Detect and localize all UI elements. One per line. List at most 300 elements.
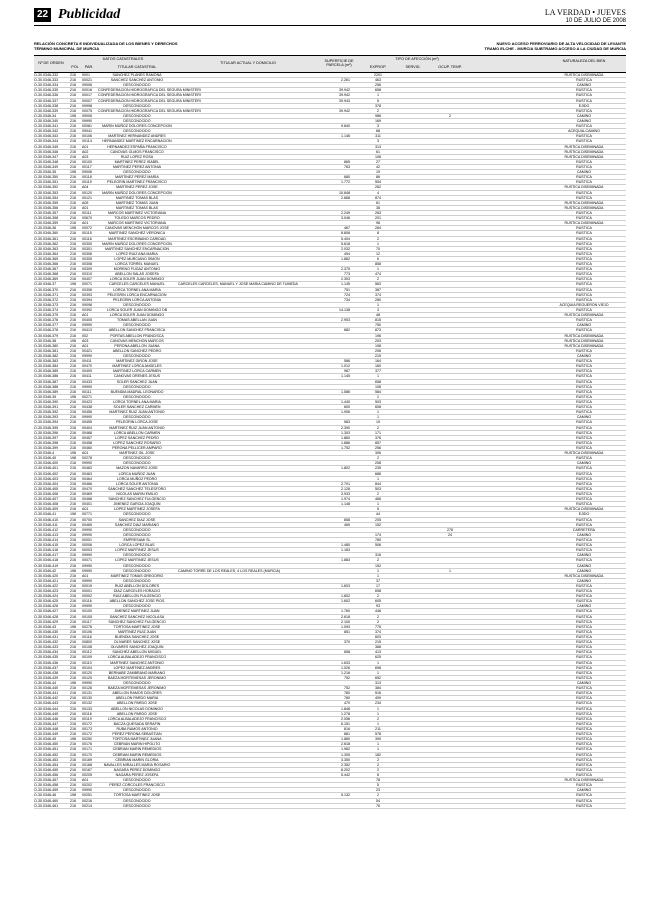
expropriation-cell: 61 — [376, 200, 380, 205]
expropriation-cell: 4 — [377, 190, 379, 195]
expropriation-cell: 2 — [377, 716, 379, 721]
cadastral-owner-cell: LOPEZ MARTINEZ JESUS — [115, 558, 159, 563]
expropriation-cell: 815 — [375, 318, 381, 323]
parcel-cell: 09990 — [82, 527, 92, 532]
parcel-cell: A01 — [82, 343, 89, 348]
cadastral-owner-cell: MARTINEZ RUIZ JUAN — [117, 629, 157, 634]
parcel-cell: 09990 — [82, 118, 92, 123]
expropriation-cell: 1 — [377, 394, 379, 399]
parcel-area-cell: 1.303 — [341, 430, 350, 435]
current-owner-cell: CAMINO TORRE DE LOS REALES, 4 LOS REALES (MURCIA) — [178, 568, 281, 573]
land-nature-cell: RUSTICA — [576, 701, 592, 706]
polygon-cell: 216 — [70, 589, 76, 594]
cadastral-owner-cell: TORTOSA MARTINEZ JOSE — [113, 624, 161, 629]
parcel-cell: 00800 — [82, 640, 92, 645]
expropriation-cell: 844 — [375, 481, 381, 486]
parcel-area-cell: 3.046 — [341, 216, 350, 221]
expropriation-cell: 2 — [377, 793, 379, 798]
temporary-occupation-cell: 278 — [447, 527, 453, 532]
cadastral-owner-cell: RUIZ ABELLON FULGENCIO — [113, 594, 161, 599]
parcel-cell: 09041 — [82, 129, 92, 134]
land-nature-cell: RUSTICA DISEMINADA — [564, 507, 604, 512]
parcel-cell: 00104 — [82, 665, 92, 670]
expropriation-cell: 152 — [375, 522, 381, 527]
expropriation-cell: 234 — [375, 701, 381, 706]
expropriation-cell: 37 — [376, 578, 380, 583]
polygon-cell: 216 — [70, 783, 76, 788]
parcel-area-cell: 665 — [344, 159, 350, 164]
land-nature-cell: RUSTICA — [576, 691, 592, 696]
land-nature-cell: CAMINO — [576, 461, 592, 466]
land-nature-cell: RUSTICA — [576, 737, 592, 742]
polygon-cell: 216 — [70, 583, 76, 588]
cadastral-owner-cell: NAGARA PEREZ JOSEFA — [115, 772, 159, 777]
parcel-number-cell: O-30.0346-400 — [34, 461, 59, 466]
parcel-number-cell: O-30.0346-374 — [34, 308, 59, 313]
polygon-cell: 216 — [70, 348, 76, 353]
expropriation-cell: 23 — [376, 788, 380, 793]
polygon-cell: 216 — [70, 778, 76, 783]
land-nature-cell: RUSTICA — [576, 231, 592, 236]
polygon-cell: 216 — [70, 88, 76, 93]
polygon-cell: 216 — [70, 486, 76, 491]
parcel-cell: A01 — [82, 507, 89, 512]
expropriation-cell: 1 — [377, 302, 379, 307]
parcel-area-cell: 370 — [344, 640, 350, 645]
parcel-cell: 00421 — [82, 348, 92, 353]
cadastral-owner-cell: HERNANDEZ MARTINEZ ENCARNACION — [102, 139, 172, 144]
land-nature-cell: RUSTICA — [576, 405, 592, 410]
polygon-cell: 216 — [70, 190, 76, 195]
expropriation-cell: 313 — [375, 681, 381, 686]
polygon-cell: 216 — [70, 491, 76, 496]
expropriation-cell: 608 — [375, 405, 381, 410]
polygon-cell: 216 — [70, 267, 76, 272]
polygon-cell: 216 — [70, 93, 76, 98]
expropriation-cell: 857 — [375, 440, 381, 445]
temporary-occupation-cell: 24 — [448, 532, 452, 537]
polygon-cell: 216 — [70, 78, 76, 83]
cadastral-owner-cell: MARTINEZ LORCA CARMEN — [112, 369, 162, 374]
parcel-number-cell: O-30.0346-456 — [34, 772, 59, 777]
parcel-area-cell: 724 — [344, 292, 350, 297]
cadastral-owner-cell: LORCA SOLER JUAN DOMINGO DB — [106, 308, 168, 313]
parcel-cell: 00173 — [82, 727, 92, 731]
parcel-area-cell: 1.480 — [341, 543, 350, 548]
land-nature-cell: RUSTICA — [576, 711, 592, 716]
parcel-number-cell: O-30.0346-385 — [34, 369, 59, 374]
polygon-cell: 216 — [70, 323, 76, 328]
parcel-number-cell: O-30.0346-389 — [34, 389, 59, 394]
land-nature-cell: RUSTICA — [576, 318, 592, 323]
parcel-cell: 00172 — [82, 721, 92, 726]
header-datos: DATOS CATASTRALES — [102, 57, 144, 61]
parcel-number-cell: O-30.0346-449 — [34, 732, 59, 737]
expropriation-cell: 235 — [375, 466, 381, 471]
parcel-cell: 00072 — [82, 226, 92, 231]
cadastral-owner-cell: CONFEDERACION HIDROGRAFICA DEL SEGURA MINISTERI — [98, 93, 201, 98]
expropriation-cell: 503 — [375, 486, 381, 491]
polygon-cell: 216 — [70, 185, 76, 190]
expropriation-cell: 1 — [377, 721, 379, 726]
polygon-cell: 216 — [70, 747, 76, 752]
parcel-cell: 00250 — [82, 737, 92, 742]
polygon-cell: 216 — [70, 517, 76, 522]
land-nature-cell: RUSTICA — [576, 742, 592, 747]
cadastral-owner-cell: ABELLON SANCHEZ JOSE PIOS — [109, 599, 165, 604]
cadastral-owner-cell: RUBA RAMOS ANTONIO — [116, 727, 158, 731]
cadastral-owner-cell: SANCHEZ SANCHEZ FULGENCIO — [108, 497, 166, 502]
parcel-area-cell: 763 — [344, 164, 350, 169]
polygon-cell: 216 — [70, 124, 76, 129]
parcel-number-cell: O-30.0346-447 — [34, 721, 59, 726]
polygon-cell: 216 — [70, 788, 76, 793]
cadastral-owner-cell: OLIVARES SANCHEZ JOSE — [113, 640, 161, 645]
land-nature-cell: RUSTICA DISEMINADA — [564, 343, 604, 348]
land-nature-cell: RUSTICA — [576, 619, 592, 624]
parcel-area-cell: 10.848 — [339, 190, 350, 195]
parcel-number-cell: O-30.0346-407 — [34, 497, 59, 502]
polygon-cell: 216 — [70, 400, 76, 404]
expropriation-cell: 256 — [375, 83, 381, 88]
cadastral-owner-cell: CANOVAS MENCHON MARCOS — [110, 338, 164, 343]
parcel-area-cell: 6.151 — [341, 721, 350, 726]
cadastral-owner-cell: SANCHEZ SANCHEZ FULGENCIO — [108, 619, 166, 624]
cadastral-owner-cell: LOPEZ MURCIANO SIMON — [114, 256, 160, 261]
expropriation-cell: 3 — [377, 308, 379, 313]
parcel-number-cell: O-30.0346-444 — [34, 706, 59, 711]
polygon-cell: 216 — [70, 767, 76, 772]
expropriation-cell: 986 — [375, 113, 381, 118]
parcel-cell: 00438 — [82, 405, 92, 410]
parcel-area-cell: 467 — [344, 226, 350, 231]
cadastral-owner-cell: MARTINEZ PEREZ ISABEL — [114, 159, 160, 164]
land-nature-cell: RUSTICA — [576, 159, 592, 164]
parcel-cell: 00401 — [82, 502, 92, 507]
cadastral-owner-cell: DESCONOCIDO — [123, 788, 151, 793]
land-nature-cell: RUSTICA — [576, 624, 592, 629]
parcel-number-cell: O-30.0346-415 — [34, 543, 59, 548]
polygon-cell: 216 — [70, 563, 76, 568]
cadastral-owner-cell: JIMENEZ MARTINEZ JUAN — [114, 609, 160, 614]
parcel-cell: A01 — [82, 221, 89, 226]
land-nature-cell: RUSTICA — [576, 435, 592, 440]
parcel-area-cell: 2.303 — [341, 277, 350, 282]
land-nature-cell: RUSTICA — [576, 445, 592, 450]
parcel-cell: 00001 — [82, 589, 92, 594]
parcel-number-cell: O-30.0346-437 — [34, 665, 59, 670]
polygon-cell: 216 — [70, 154, 76, 159]
cadastral-owner-cell: SANCHEZ SANCHEZ NICOLASA — [109, 614, 165, 619]
parcel-number-cell: O-30.0346-403 — [34, 476, 59, 481]
parcel-cell: 00170 — [82, 752, 92, 757]
expropriation-cell: 368 — [375, 645, 381, 650]
cadastral-owner-cell: MARTINEZ ESCRIBANO CARIDAD — [108, 236, 166, 241]
cadastral-owner-cell: PEREZ CORCOLES FRANCISCO — [109, 783, 165, 788]
parcel-number-cell: O-30.0346-405 — [34, 486, 59, 491]
land-nature-cell: EJIDO — [578, 512, 590, 517]
polygon-cell: 216 — [70, 803, 76, 808]
parcel-area-cell: 5.442 — [341, 772, 350, 777]
cadastral-owner-cell: CARCELES CARCELES MANUEL — [109, 282, 165, 287]
parcel-number-cell: O-30.0346-37 — [34, 282, 57, 287]
parcel-number-cell: O-30.0346-46 — [34, 793, 57, 798]
land-nature-cell: RUSTICA — [576, 537, 592, 542]
parcel-cell: 00413 — [82, 328, 92, 333]
cadastral-owner-cell: SANCHEZ SANCHEZ TELESFORO — [107, 486, 167, 491]
parcel-cell: 00017 — [82, 93, 92, 98]
polygon-cell: 216 — [70, 476, 76, 481]
parcel-area-cell: 752 — [344, 675, 350, 680]
notice-heading-left — [34, 41, 178, 51]
parcel-number-cell: O-30.0346-357 — [34, 210, 59, 215]
land-nature-cell: RUSTICA — [576, 486, 592, 491]
parcel-cell: 00007 — [82, 98, 92, 103]
expropriation-cell: 686 — [375, 471, 381, 476]
cadastral-owner-cell: OLIVARES SANCHEZ JOAQUIN — [110, 645, 164, 650]
expropriation-cell: 2 — [377, 558, 379, 563]
parcel-area-cell: 1.752 — [341, 445, 350, 450]
polygon-cell: 216 — [70, 200, 76, 205]
parcel-cell: 00463 — [82, 466, 92, 471]
land-nature-cell: CAMINO — [576, 83, 592, 88]
parcel-cell: 00202 — [82, 783, 92, 788]
polygon-cell: 198 — [70, 681, 76, 686]
parcel-cell: 00771 — [82, 512, 92, 517]
parcel-cell: 00075 — [82, 108, 92, 113]
parcel-number-cell: O-30.0346-457 — [34, 778, 59, 783]
land-nature-cell: RUSTICA — [576, 440, 592, 445]
cadastral-owner-cell: DESCONOCIDO — [123, 456, 151, 461]
cadastral-owner-cell: MARTINEZ RUIZ JUAN ANTONIO — [109, 410, 165, 415]
land-nature-cell: RUSTICA — [576, 374, 592, 379]
parcel-number-cell: O-30.0346-43 — [34, 624, 57, 629]
header-servid: SERVID. — [405, 65, 421, 69]
expropriation-cell: 780 — [375, 537, 381, 542]
parcel-area-cell: 2.100 — [341, 619, 350, 624]
polygon-cell: 216 — [70, 742, 76, 747]
polygon-cell: 216 — [70, 686, 76, 691]
cadastral-owner-cell: DESCONOCIDO — [123, 527, 151, 532]
parcel-cell: 00110 — [82, 660, 92, 665]
parcel-area-cell: 816 — [344, 727, 350, 731]
land-nature-cell: RUSTICA — [576, 410, 592, 415]
temporary-occupation-cell: 1 — [449, 568, 451, 573]
polygon-cell: 216 — [70, 635, 76, 640]
parcel-area-cell: 2.701 — [341, 481, 350, 486]
expropriation-cell: 503 — [375, 400, 381, 404]
polygon-cell: 216 — [70, 292, 76, 297]
parcel-number-cell: O-30.0346-423 — [34, 589, 59, 594]
cadastral-owner-cell: PERONA PELLICER AMPARO — [112, 445, 162, 450]
polygon-cell: 216 — [70, 103, 76, 108]
land-nature-cell: RUSTICA — [576, 793, 592, 798]
parcel-cell: 00118 — [82, 175, 92, 180]
cadastral-owner-cell: MARTINEZ TOMAS GREGORIO — [110, 573, 164, 578]
polygon-cell: 216 — [70, 609, 76, 614]
polygon-cell: 216 — [70, 389, 76, 394]
parcel-area-cell: 1.633 — [341, 660, 350, 665]
expropriation-cell: 474 — [375, 272, 381, 277]
notice-title: RELACIÓN CONCRETA E INDIVIDUALIZADA DE LOS BIENES Y DERECHOS — [34, 41, 178, 46]
polygon-cell: 216 — [70, 629, 76, 634]
parcel-area-cell: 1.906 — [341, 410, 350, 415]
polygon-cell: 216 — [70, 262, 76, 267]
expropriation-cell: 377 — [375, 369, 381, 374]
polygon-cell: 216 — [70, 98, 76, 103]
parcel-cell: 00456 — [82, 410, 92, 415]
expropriation-cell: 108 — [375, 384, 381, 389]
section-divider — [34, 25, 626, 26]
parcel-area-cell: 2.261 — [341, 78, 350, 83]
expropriation-cell: 374 — [375, 629, 381, 634]
land-nature-cell: CAMINO — [576, 604, 592, 609]
parcel-cell: 00205 — [82, 772, 92, 777]
cadastral-owner-cell: LOPEZ RUIZ ANA MARIA — [116, 251, 158, 256]
land-nature-cell: RUSTICA — [576, 589, 592, 594]
parcel-cell: A03 — [82, 154, 89, 159]
parcel-cell: 00002 — [82, 594, 92, 599]
expropriation-cell: 152 — [375, 563, 381, 568]
parcel-number-cell: O-30.0346-367 — [34, 267, 59, 272]
parcel-number-cell: O-30.0346-399 — [34, 445, 59, 450]
parcel-number-cell: O-30.0346-430 — [34, 629, 59, 634]
parcel-number-cell: O-30.0346-446 — [34, 716, 59, 721]
parcel-cell: 00100 — [82, 609, 92, 614]
land-nature-cell: RUSTICA — [576, 364, 592, 369]
cadastral-owner-cell: SANCHEZ ABELLON MIGUEL — [112, 650, 162, 655]
parcel-area-cell: 583 — [344, 420, 350, 425]
parcel-area-cell: 14.138 — [339, 308, 350, 313]
expropriation-cell: 203 — [375, 338, 381, 343]
parcel-cell: 09990 — [82, 461, 92, 466]
parcel-number-cell: O-30.0346-448 — [34, 727, 59, 731]
parcel-area-cell: 780 — [344, 691, 350, 696]
cadastral-owner-cell: TORTOSA MARTINEZ JUANA — [112, 737, 162, 742]
land-nature-cell: RUSTICA DISEMINADA — [564, 451, 604, 456]
parcel-number-cell: O-30.0346-376 — [34, 318, 59, 323]
parcel-number-cell: O-30.0346-417 — [34, 553, 59, 558]
expropriation-cell: 160 — [375, 364, 381, 369]
land-nature-cell: CAMINO — [576, 681, 592, 686]
polygon-cell: 216 — [70, 364, 76, 369]
cadastral-owner-cell: MARCOS MARTINEZ VICTORIANA — [108, 210, 166, 215]
parcel-cell: 00111 — [82, 210, 92, 215]
expropriation-cell: 171 — [375, 430, 381, 435]
parcel-number-cell: O-30.0346-451 — [34, 747, 59, 752]
polygon-cell: 216 — [70, 175, 76, 180]
header-tipo: TIPO DE AFECCIÓN (m²) — [395, 57, 439, 61]
expropriation-cell: 2 — [377, 619, 379, 624]
cadastral-owner-cell: ABELLON SALAS JOSEFA — [115, 272, 159, 277]
land-nature-cell: RUSTICA — [576, 369, 592, 374]
parcel-number-cell: O-30.0346-413 — [34, 532, 59, 537]
expropriation-cell: 384 — [375, 686, 381, 691]
land-nature-cell: CAMINO — [576, 323, 592, 328]
polygon-cell: 198 — [70, 113, 76, 118]
polygon-cell: 216 — [70, 246, 76, 251]
expropriation-cell: 1 — [377, 711, 379, 716]
parcel-cell: 00470 — [82, 364, 92, 369]
parcel-number-cell: O-30.0346-394 — [34, 420, 59, 425]
cadastral-owner-cell: NICOLAS MARIN EMILIO — [116, 491, 158, 496]
cadastral-owner-cell: SOLER SANCHEZ JUAN — [116, 379, 158, 384]
land-nature-cell: RUSTICA — [576, 481, 592, 486]
parcel-cell: 00108 — [82, 645, 92, 650]
expropriation-cell: 108 — [375, 154, 381, 159]
cadastral-owner-cell: LORCA LOPEZ BLAS — [119, 543, 155, 548]
parcel-cell: 00409 — [82, 369, 92, 374]
parcel-number-cell: O-30.0346-409 — [34, 507, 59, 512]
parcel-number-cell: O-30.0346-441 — [34, 691, 59, 696]
polygon-cell: 198 — [70, 568, 76, 573]
land-nature-cell: RUSTICA DISEMINADA — [564, 73, 604, 77]
cadastral-owner-cell: LORCA TORREL MANUEL — [115, 262, 159, 267]
expropriation-cell: 2 — [377, 277, 379, 282]
cadastral-owner-cell: SOLER SANCHEZ CARMEN — [113, 405, 161, 410]
parcel-cell: A01 — [82, 573, 89, 578]
land-nature-cell: RUSTICA — [576, 650, 592, 655]
expropriation-cell: 2 — [377, 108, 379, 113]
parcel-cell: 00131 — [82, 691, 92, 696]
polygon-cell: 198 — [70, 512, 76, 517]
land-nature-cell: RUSTICA — [576, 548, 592, 553]
polygon-cell: 216 — [70, 696, 76, 701]
expropriation-cell: 390 — [375, 737, 381, 742]
parcel-cell: 00021 — [82, 78, 92, 83]
parcel-cell: 00120 — [82, 670, 92, 675]
polygon-cell: 216 — [70, 221, 76, 226]
parcel-area-cell: 5.404 — [341, 236, 350, 241]
parcel-number-cell: O-30.0346-458 — [34, 783, 59, 788]
polygon-cell: 216 — [70, 721, 76, 726]
polygon-cell: 216 — [70, 180, 76, 185]
current-owner-cell: CARCELES CARCELES, MANUEL Y JOSE MARIA CAMINO DE TUMEDA — [178, 282, 298, 287]
parcel-area-cell: 2.032 — [341, 246, 350, 251]
expropriation-cell: 211 — [375, 727, 381, 731]
cadastral-owner-cell: LOPEZ MARTINEZ JOSEFA — [114, 507, 160, 512]
land-nature-cell: RUSTICA — [576, 609, 592, 614]
parcel-number-cell: O-30.0346-453 — [34, 757, 59, 762]
cadastral-owner-cell: MAZON NAVARRO JOSE — [116, 466, 158, 471]
land-nature-cell: CAMINO — [576, 532, 592, 537]
parcel-area-cell: 858 — [344, 517, 350, 522]
cadastral-owner-cell: ABELLON PARDO MARIA — [115, 696, 159, 701]
land-nature-cell: RUSTICA — [576, 670, 592, 675]
land-nature-cell: RUSTICA — [576, 272, 592, 277]
land-nature-cell: RUSTICA — [576, 706, 592, 711]
parcel-area-cell: 987 — [344, 369, 350, 374]
parcel-number-cell: O-30.0346-359 — [34, 221, 59, 226]
parcel-area-cell: 2.668 — [341, 195, 350, 200]
cadastral-owner-cell: LOPEZ SANCHEZ PEDRO — [115, 435, 159, 440]
cadastral-owner-cell: MARTINEZ GIRON JOSE — [116, 359, 158, 364]
parcel-cell: 00309 — [82, 267, 92, 272]
parcel-cell: 09006 — [82, 113, 92, 118]
parcel-cell: 00071 — [82, 558, 92, 563]
parcel-area-cell: 1.603 — [341, 583, 350, 588]
polygon-cell: 216 — [70, 210, 76, 215]
parcel-cell: 00015 — [82, 583, 92, 588]
expropriation-cell: 164 — [375, 359, 381, 364]
parcel-area-cell: 1.440 — [341, 400, 350, 404]
land-nature-cell: RUSTICA — [576, 164, 592, 169]
expropriation-cell: 2 — [377, 762, 379, 767]
polygon-cell: 216 — [70, 532, 76, 537]
polygon-cell: 216 — [70, 251, 76, 256]
parcel-cell: 00130 — [82, 696, 92, 701]
land-nature-cell: RUSTICA — [576, 752, 592, 757]
